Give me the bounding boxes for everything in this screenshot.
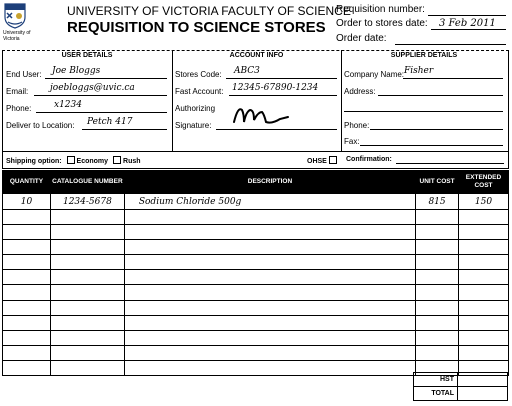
unit-cost-cell[interactable]	[416, 315, 459, 330]
catalogue-number-cell[interactable]	[50, 225, 124, 240]
extended-cost-cell[interactable]	[459, 240, 509, 255]
form-title: REQUISITION TO SCIENCE STORES	[67, 19, 326, 36]
description-cell[interactable]	[124, 315, 415, 330]
description-cell[interactable]	[124, 360, 415, 375]
totals-table	[413, 372, 508, 401]
catalogue-number-cell[interactable]	[50, 210, 124, 225]
unit-cost-cell[interactable]	[416, 240, 459, 255]
table-header-row	[3, 171, 509, 194]
description-cell[interactable]: Sodium Chloride 500g	[124, 194, 415, 210]
quantity-cell[interactable]	[3, 330, 51, 345]
extended-cost-cell[interactable]	[459, 315, 509, 330]
quantity-cell[interactable]	[3, 225, 51, 240]
catalogue-number-cell[interactable]	[50, 345, 124, 360]
confirmation-label: Confirmation:	[346, 156, 392, 163]
shipping-option-label: Shipping option:	[6, 158, 62, 165]
extended-cost-cell[interactable]	[459, 225, 509, 240]
stores-code-label: Stores Code:	[175, 70, 222, 79]
description-cell[interactable]	[124, 240, 415, 255]
stores-code-value: ABC3	[234, 66, 260, 76]
user-details-heading: USER DETAILS	[61, 52, 113, 59]
table-row	[3, 315, 509, 330]
table-row	[3, 240, 509, 255]
economy-label: Economy	[76, 158, 109, 165]
economy-checkbox[interactable]	[67, 156, 75, 164]
order-date-label: Order date:	[336, 33, 387, 44]
account-info-heading: ACCOUNT INFO	[229, 52, 284, 59]
unit-cost-cell[interactable]	[416, 285, 459, 300]
fax-field[interactable]	[360, 135, 503, 146]
description-cell[interactable]	[124, 300, 415, 315]
catalogue-number-cell[interactable]	[50, 240, 124, 255]
table-row	[3, 210, 509, 225]
deliver-to-location-value: Petch 417	[87, 117, 133, 127]
university-logo	[4, 3, 26, 29]
hst-value-field[interactable]	[458, 373, 508, 387]
catalogue-number-cell[interactable]	[50, 315, 124, 330]
unit-cost-cell[interactable]	[416, 225, 459, 240]
end-user-label: End User:	[6, 70, 42, 79]
quantity-header: QUANTITY	[3, 171, 51, 194]
ohse-label: OHSE	[307, 158, 327, 165]
ohse-checkbox[interactable]	[329, 156, 337, 164]
phone-value: x1234	[54, 100, 82, 110]
quantity-cell[interactable]	[3, 210, 51, 225]
order-date-field[interactable]	[395, 32, 506, 45]
authorizing-label: Authorizing	[175, 104, 216, 113]
hst-row	[414, 373, 508, 387]
total-value-field[interactable]	[458, 387, 508, 401]
table-row	[3, 225, 509, 240]
email-value: joebloggs@uvic.ca	[50, 83, 135, 93]
description-cell[interactable]	[124, 330, 415, 345]
hst-label: HST	[414, 373, 458, 387]
extended-cost-cell[interactable]	[459, 210, 509, 225]
total-row	[414, 387, 508, 401]
extended-cost-cell[interactable]	[459, 270, 509, 285]
requisition-number-field[interactable]	[428, 3, 506, 16]
catalogue-number-cell[interactable]	[50, 285, 124, 300]
order-to-stores-date-field[interactable]	[431, 17, 506, 30]
order-to-stores-date-value: 3 Feb 2011	[439, 18, 496, 29]
unit-cost-cell[interactable]	[416, 210, 459, 225]
description-cell[interactable]	[124, 345, 415, 360]
extended-cost-cell[interactable]	[459, 255, 509, 270]
email-label: Email:	[6, 87, 29, 96]
unit-cost-cell[interactable]: 815	[416, 194, 459, 210]
items-table	[2, 170, 509, 376]
quantity-cell[interactable]	[3, 315, 51, 330]
fast-account-label: Fast Account:	[175, 87, 224, 96]
table-row	[3, 345, 509, 360]
extended-cost-cell[interactable]	[459, 285, 509, 300]
fax-label: Fax:	[344, 137, 360, 146]
end-user-value: Joe Bloggs	[52, 66, 101, 76]
unit-cost-cell[interactable]	[416, 270, 459, 285]
address-field-line2[interactable]	[344, 101, 503, 112]
address-field[interactable]	[378, 85, 503, 96]
quantity-cell[interactable]: 10	[3, 194, 51, 210]
table-row	[3, 270, 509, 285]
quantity-cell[interactable]	[3, 255, 51, 270]
address-label: Address:	[344, 87, 376, 96]
unit-cost-cell[interactable]	[416, 345, 459, 360]
logo-text: University of Victoria	[3, 30, 31, 42]
catalogue-number-cell[interactable]	[50, 300, 124, 315]
extended-cost-cell[interactable]	[459, 330, 509, 345]
rush-checkbox[interactable]	[113, 156, 121, 164]
catalogue-number-cell[interactable]: 1234-5678	[50, 194, 124, 210]
company-name-value: Fisher	[404, 66, 434, 76]
extended-cost-cell[interactable]	[459, 345, 509, 360]
quantity-cell[interactable]	[3, 285, 51, 300]
deliver-to-location-label: Deliver to Location:	[6, 121, 75, 130]
column-divider	[341, 50, 342, 152]
table-row	[3, 255, 509, 270]
supplier-phone-field[interactable]	[370, 119, 503, 130]
company-name-label: Company Name:	[344, 70, 405, 79]
description-cell[interactable]	[124, 255, 415, 270]
unit-cost-header: UNIT COST	[416, 171, 459, 194]
phone-label: Phone:	[6, 104, 32, 113]
signature-label: Signature:	[175, 121, 212, 130]
supplier-phone-label: Phone:	[344, 121, 370, 130]
catalogue-number-cell[interactable]	[50, 330, 124, 345]
order-to-stores-date-label: Order to stores date:	[336, 18, 428, 29]
description-cell[interactable]	[124, 270, 415, 285]
requisition-number-label: Requisition number:	[336, 4, 425, 15]
catalogue-number-cell[interactable]	[50, 270, 124, 285]
supplier-details-heading: SUPPLIER DETAILS	[390, 52, 458, 59]
quantity-cell[interactable]	[3, 345, 51, 360]
quantity-cell[interactable]	[3, 240, 51, 255]
catalogue-number-header: CATALOGUE NUMBER	[50, 171, 124, 194]
extended-cost-cell[interactable]: 150	[459, 194, 509, 210]
quantity-cell[interactable]	[3, 300, 51, 315]
unit-cost-cell[interactable]	[416, 255, 459, 270]
table-row	[3, 285, 509, 300]
total-label: TOTAL	[414, 387, 458, 401]
unit-cost-cell[interactable]	[416, 300, 459, 315]
table-row	[3, 330, 509, 345]
unit-cost-cell[interactable]	[416, 330, 459, 345]
rush-label: Rush	[123, 158, 141, 165]
signature-scribble	[232, 102, 292, 128]
quantity-cell[interactable]	[3, 360, 51, 375]
description-cell[interactable]	[124, 225, 415, 240]
catalogue-number-cell[interactable]	[50, 360, 124, 375]
description-header: DESCRIPTION	[124, 171, 415, 194]
column-divider	[172, 50, 173, 152]
extended-cost-header: EXTENDED COST	[459, 171, 509, 194]
description-cell[interactable]	[124, 285, 415, 300]
table-row	[3, 300, 509, 315]
table-row	[3, 194, 509, 210]
university-title: UNIVERSITY OF VICTORIA FACULTY OF SCIENCE	[67, 4, 351, 18]
fast-account-value: 12345-67890-1234	[232, 83, 319, 93]
description-cell[interactable]	[124, 210, 415, 225]
confirmation-field[interactable]	[396, 155, 504, 164]
extended-cost-cell[interactable]	[459, 300, 509, 315]
catalogue-number-cell[interactable]	[50, 255, 124, 270]
quantity-cell[interactable]	[3, 270, 51, 285]
